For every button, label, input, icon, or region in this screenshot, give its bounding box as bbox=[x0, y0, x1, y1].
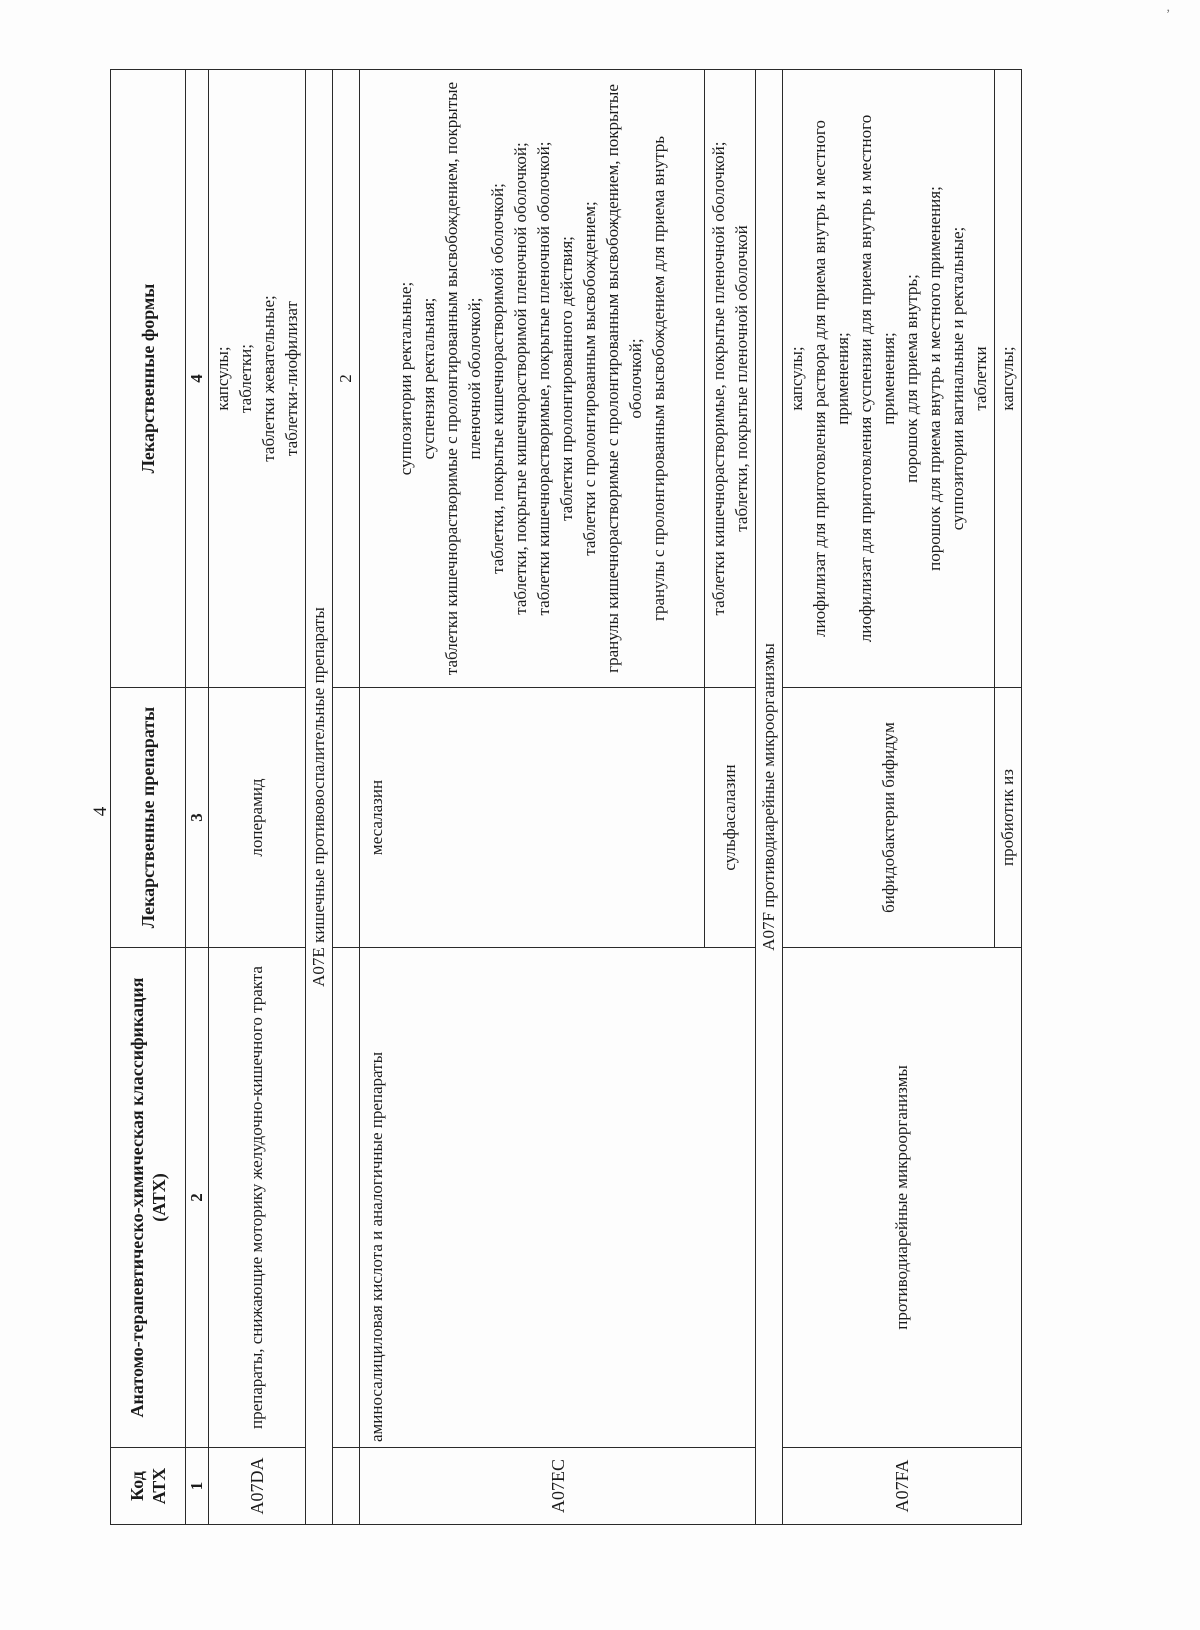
section-title: A07F противодиарейные микроорганизмы bbox=[756, 70, 783, 1525]
header-forms: Лекарственные формы bbox=[111, 70, 186, 688]
table-row-a07ec-mesalazine bbox=[360, 70, 705, 1525]
atc-group-name: противодиарейные микроорганизмы bbox=[783, 948, 1022, 1448]
header-code: Код АТХ bbox=[111, 1448, 186, 1525]
table-row-a07da bbox=[209, 70, 306, 1525]
dosage-forms: капсулы; лиофилизат для приготовления раствора для приема внутрь и местного применения; лиофилизат для приготовления суспензии для приема внутрь и местного применения; порошок для приема внутрь; порошок для приема внутрь и местного применения; суппозитории вагинальные и ректальные; таблетки bbox=[783, 70, 995, 688]
drug-name: сульфасалазин bbox=[705, 688, 756, 948]
table-row-a07fa-bifidum bbox=[783, 70, 995, 1525]
empty-cell bbox=[333, 948, 360, 1448]
header-atc: Анатомо-терапевтическо-химическая классификация (АТХ) bbox=[111, 948, 186, 1448]
atc-group-name: аминосалициловая кислота и аналогичные препараты bbox=[360, 948, 756, 1448]
section-number-row bbox=[333, 70, 360, 1525]
col-number-4: 4 bbox=[186, 70, 209, 688]
header-row bbox=[111, 70, 186, 1525]
drug-name: месалазин bbox=[360, 688, 705, 948]
atc-drug-table bbox=[110, 69, 1022, 1525]
atc-code: A07EC bbox=[360, 1448, 756, 1525]
drug-name: пробиотик из bbox=[995, 688, 1022, 948]
corner-mark: , bbox=[1166, 0, 1170, 15]
drug-name: лоперамид bbox=[209, 688, 306, 948]
rotated-table-container bbox=[110, 70, 1017, 1525]
dosage-forms: капсулы; bbox=[995, 70, 1022, 688]
header-drugs: Лекарственные препараты bbox=[111, 688, 186, 948]
dosage-forms: капсулы; таблетки; таблетки жевательные; таблетки-лиофилизат bbox=[209, 70, 306, 688]
col-number-3: 3 bbox=[186, 688, 209, 948]
section-row-a07f bbox=[756, 70, 783, 1525]
dosage-forms: суппозитории ректальные; суспензия ректальная; таблетки кишечнорастворимые с пролонгированным высвобождением, покрытые пленочной оболочкой; таблетки, покрытые кишечнорастворимой оболочкой; таблетки, покрытые кишечнорастворимой пленочной оболочкой; таблетки кишечнорастворимые, покрытые пленочной оболочкой; таблетки пролонгированного действия; таблетки с пролонгированным высвобождением; гранулы кишечнорастворимые с пролонгированным высвобождением, покрытые оболочкой; гранулы с пролонгированным высвобождением для приема внутрь bbox=[360, 70, 705, 688]
atc-group-name: препараты, снижающие моторику желудочно-кишечного тракта bbox=[209, 948, 306, 1448]
empty-cell bbox=[333, 688, 360, 948]
page-number: 4 bbox=[90, 805, 111, 817]
column-number-row bbox=[186, 70, 209, 1525]
drug-name: бифидобактерии бифидум bbox=[783, 688, 995, 948]
empty-cell bbox=[333, 1448, 360, 1525]
section-row-a07e bbox=[306, 70, 333, 1525]
section-number: 2 bbox=[333, 70, 360, 688]
section-title: А07Е кишечные противовоспалительные препараты bbox=[306, 70, 333, 1525]
col-number-2: 2 bbox=[186, 948, 209, 1448]
atc-code: A07DA bbox=[209, 1448, 306, 1525]
col-number-1: 1 bbox=[186, 1448, 209, 1525]
dosage-forms: таблетки кишечнорастворимые, покрытые пленочной оболочкой; таблетки, покрытые пленочной оболочкой bbox=[705, 70, 756, 688]
atc-code: A07FA bbox=[783, 1448, 1022, 1525]
